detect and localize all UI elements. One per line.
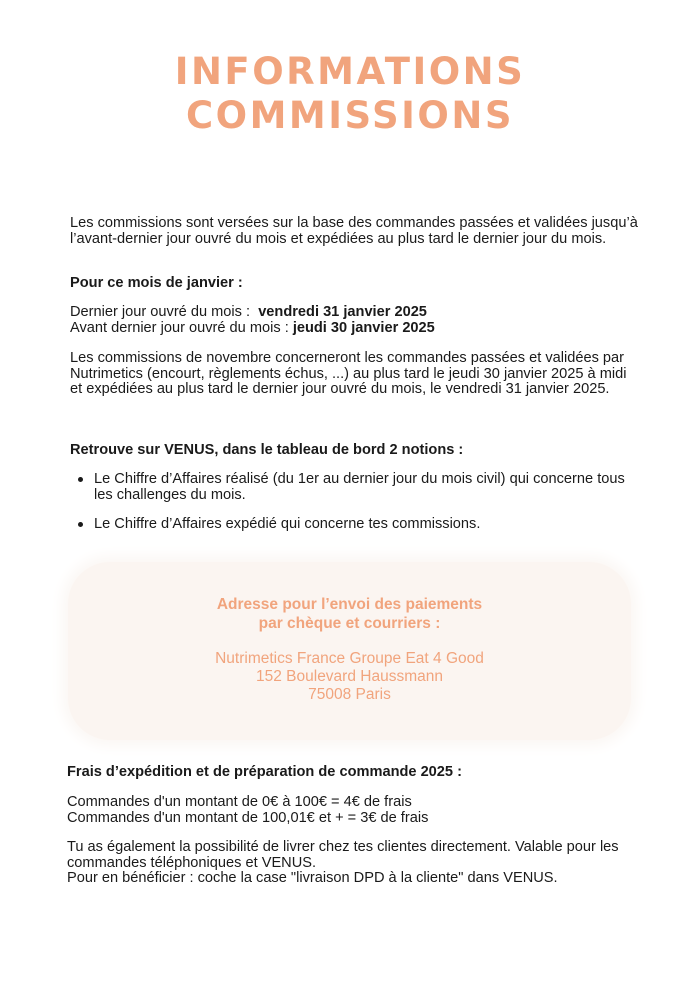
- delivery-note-line-1: Tu as également la possibilité de livrer chez tes clientes directement. Valable pour les commandes téléphoniques et VENUS.: [67, 839, 619, 871]
- address-city: 75008 Paris: [308, 686, 391, 703]
- month-dates: [70, 305, 640, 336]
- delivery-note: [67, 840, 637, 887]
- last-day-value: vendredi 31 janvier 2025: [258, 304, 427, 320]
- last-day-label: Dernier jour ouvré du mois :: [70, 304, 255, 320]
- page-title-line-1: INFORMATIONS: [174, 50, 526, 93]
- list-item: [70, 517, 630, 533]
- address-heading-line-2: par chèque et courriers :: [258, 615, 441, 632]
- venus-notions-list: [70, 472, 630, 533]
- before-last-day-label: Avant dernier jour ouvré du mois :: [70, 319, 293, 336]
- address-box: [68, 562, 631, 740]
- list-item-text: Le Chiffre d’Affaires expédié qui concerne tes commissions.: [94, 516, 481, 532]
- month-heading: Pour ce mois de janvier :: [70, 275, 243, 291]
- bullet-icon: [78, 477, 83, 482]
- address-heading-line-1: Adresse pour l’envoi des paiements: [216, 596, 483, 613]
- postal-address: [68, 650, 631, 704]
- shipping-fee-line-2: Commandes d'un montant de 100,01€ et + = 3€ de frais: [67, 809, 429, 826]
- delivery-note-line-2: Pour en bénéficier : coche la case "livraison DPD à la cliente" dans VENUS.: [67, 870, 558, 886]
- address-company: Nutrimetics France Groupe Eat 4 Good: [215, 650, 484, 667]
- address-street: 152 Boulevard Haussmann: [256, 668, 443, 685]
- venus-heading: Retrouve sur VENUS, dans le tableau de bord 2 notions :: [70, 442, 464, 458]
- bullet-icon: [78, 522, 83, 527]
- shipping-heading: Frais d’expédition et de préparation de commande 2025 :: [67, 764, 462, 780]
- shipping-fees: [67, 795, 637, 826]
- shipping-fee-line-1: Commandes d'un montant de 0€ à 100€ = 4€ de frais: [67, 794, 412, 810]
- list-item-text: Le Chiffre d’Affaires réalisé (du 1er au dernier jour du mois civil) qui concerne tous les challenges du mois.: [94, 471, 625, 503]
- page-title-line-2: COMMISSIONS: [186, 94, 514, 137]
- before-last-day-value: jeudi 30 janvier 2025: [292, 319, 435, 336]
- intro-paragraph: Les commissions sont versées sur la base des commandes passées et validées jusqu’à l’avant-dernier jour ouvré du mois et expédiées au plus tard le dernier jour du mois.: [70, 215, 638, 247]
- list-item: [70, 472, 630, 503]
- page-title: [0, 50, 700, 138]
- address-heading: [68, 595, 631, 633]
- commission-note: Les commissions de novembre concerneront les commandes passées et validées par Nutrimetics (encourt, règlements échus, ...) au plus tard le jeudi 30 janvier 2025 à midi et expédiées au plus tard le dernier jour ouvré du mois, le vendredi 31 janvier 2025.: [70, 350, 627, 397]
